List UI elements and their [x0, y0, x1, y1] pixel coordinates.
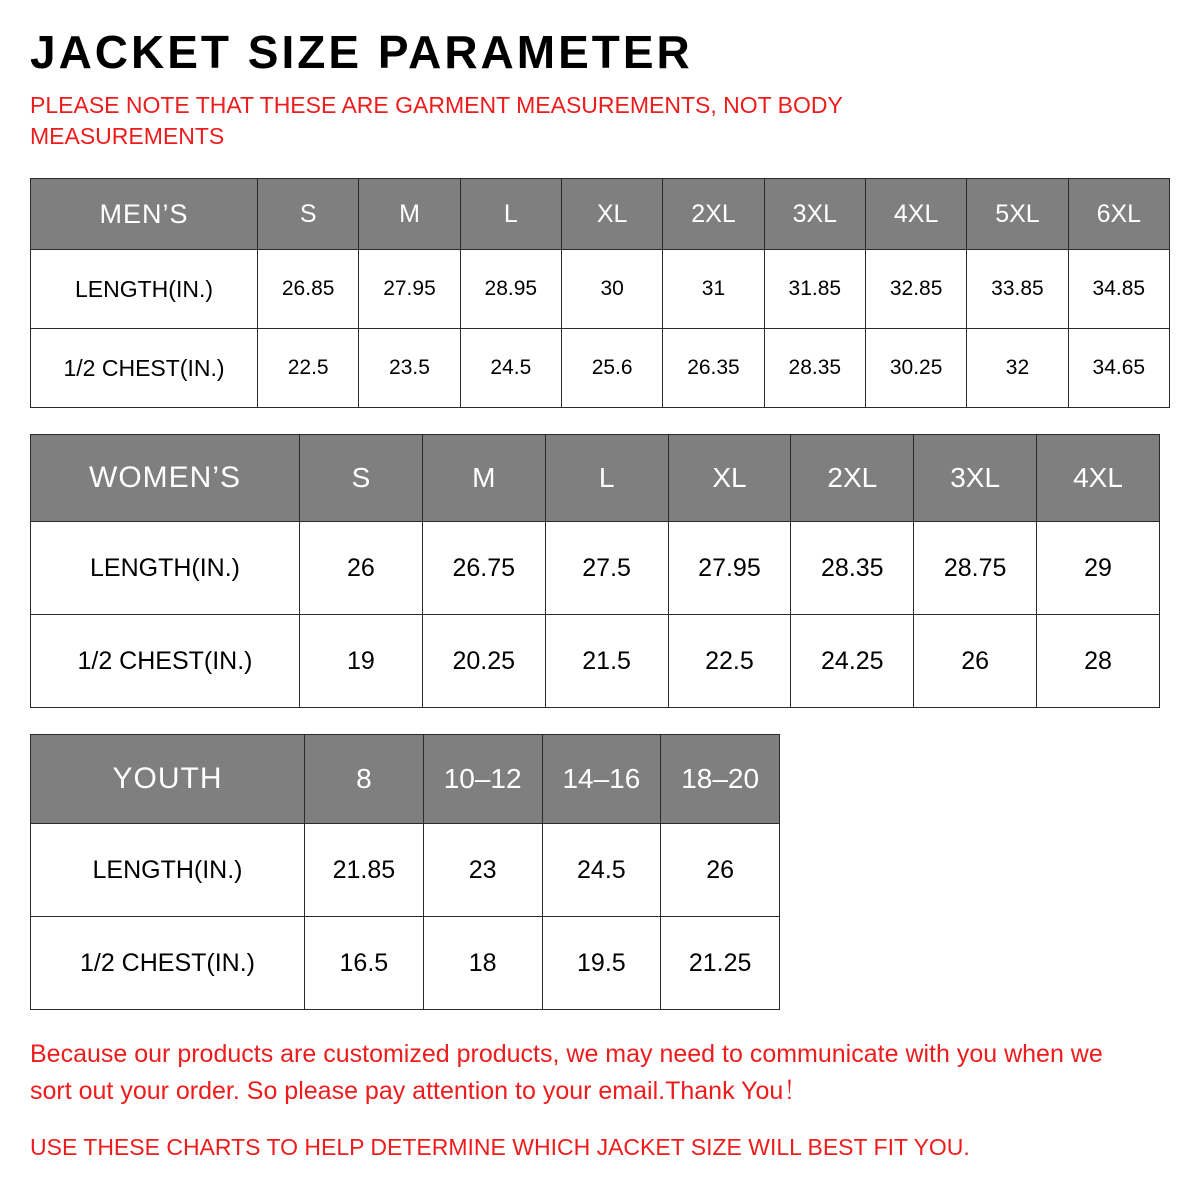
- table-cell: 28.75: [914, 522, 1037, 615]
- size-header-cell: L: [545, 435, 668, 522]
- size-header-cell: L: [460, 179, 561, 250]
- table-cell: 23: [423, 824, 542, 917]
- table-cell: 27.95: [668, 522, 791, 615]
- table-cell: 20.25: [422, 615, 545, 708]
- size-header-cell: 6XL: [1068, 179, 1169, 250]
- size-header-cell: 3XL: [914, 435, 1037, 522]
- womens-table-label: WOMEN’S: [31, 435, 300, 522]
- size-header-cell: XL: [668, 435, 791, 522]
- table-cell: 31.85: [764, 250, 865, 329]
- measurement-note: PLEASE NOTE THAT THESE ARE GARMENT MEASUREMENTS, NOT BODY MEASUREMENTS: [30, 92, 843, 150]
- table-cell: 27.5: [545, 522, 668, 615]
- table-header-row: [31, 179, 1170, 250]
- size-header-cell: XL: [561, 179, 662, 250]
- size-header-cell: 3XL: [764, 179, 865, 250]
- row-label: 1/2 CHEST(IN.): [31, 329, 258, 408]
- table-cell: 26.75: [422, 522, 545, 615]
- table-row: [31, 615, 1160, 708]
- row-label: 1/2 CHEST(IN.): [31, 917, 305, 1010]
- table-cell: 28: [1037, 615, 1160, 708]
- table-cell: 29: [1037, 522, 1160, 615]
- table-cell: 19: [300, 615, 423, 708]
- table-header-row: [31, 735, 780, 824]
- table-cell: 26: [661, 824, 780, 917]
- size-header-cell: 18–20: [661, 735, 780, 824]
- size-header-cell: 14–16: [542, 735, 661, 824]
- size-header-cell: 10–12: [423, 735, 542, 824]
- chart-usage-note: USE THESE CHARTS TO HELP DETERMINE WHICH JACKET SIZE WILL BEST FIT YOU.: [30, 1133, 970, 1160]
- womens-size-table: [30, 434, 1160, 708]
- table-cell: 24.25: [791, 615, 914, 708]
- mens-table-label: MEN’S: [31, 179, 258, 250]
- table-cell: 31: [663, 250, 764, 329]
- table-cell: 18: [423, 917, 542, 1010]
- table-cell: 22.5: [258, 329, 359, 408]
- table-row: [31, 250, 1170, 329]
- table-cell: 33.85: [967, 250, 1068, 329]
- customization-note: Because our products are customized products, we may need to communicate with you when we sort out your order. So please pay attention to your email.Thank You！: [30, 1040, 1103, 1105]
- table-cell: 21.5: [545, 615, 668, 708]
- table-cell: 32: [967, 329, 1068, 408]
- size-header-cell: S: [300, 435, 423, 522]
- table-cell: 26: [300, 522, 423, 615]
- table-cell: 30.25: [865, 329, 966, 408]
- table-cell: 22.5: [668, 615, 791, 708]
- table-cell: 28.35: [791, 522, 914, 615]
- size-header-cell: 2XL: [791, 435, 914, 522]
- table-cell: 34.85: [1068, 250, 1169, 329]
- size-header-cell: M: [359, 179, 460, 250]
- row-label: LENGTH(IN.): [31, 824, 305, 917]
- table-cell: 26: [914, 615, 1037, 708]
- table-cell: 32.85: [865, 250, 966, 329]
- table-row: [31, 522, 1160, 615]
- size-header-cell: 4XL: [1037, 435, 1160, 522]
- size-header-cell: M: [422, 435, 545, 522]
- table-header-row: [31, 435, 1160, 522]
- row-label: 1/2 CHEST(IN.): [31, 615, 300, 708]
- row-label: LENGTH(IN.): [31, 250, 258, 329]
- size-header-cell: 4XL: [865, 179, 966, 250]
- page-title: JACKET SIZE PARAMETER: [30, 26, 693, 78]
- table-cell: 26.35: [663, 329, 764, 408]
- table-row: [31, 329, 1170, 408]
- size-header-cell: S: [258, 179, 359, 250]
- table-cell: 26.85: [258, 250, 359, 329]
- table-cell: 24.5: [542, 824, 661, 917]
- table-cell: 23.5: [359, 329, 460, 408]
- table-cell: 28.95: [460, 250, 561, 329]
- youth-size-table: [30, 734, 780, 1010]
- table-cell: 27.95: [359, 250, 460, 329]
- table-cell: 24.5: [460, 329, 561, 408]
- row-label: LENGTH(IN.): [31, 522, 300, 615]
- table-cell: 21.85: [305, 824, 424, 917]
- size-header-cell: 8: [305, 735, 424, 824]
- table-cell: 34.65: [1068, 329, 1169, 408]
- table-cell: 28.35: [764, 329, 865, 408]
- mens-size-table: [30, 178, 1170, 408]
- table-cell: 19.5: [542, 917, 661, 1010]
- youth-table-label: YOUTH: [31, 735, 305, 824]
- table-row: [31, 917, 780, 1010]
- table-cell: 30: [561, 250, 662, 329]
- size-header-cell: 2XL: [663, 179, 764, 250]
- table-cell: 16.5: [305, 917, 424, 1010]
- table-cell: 25.6: [561, 329, 662, 408]
- table-cell: 21.25: [661, 917, 780, 1010]
- size-header-cell: 5XL: [967, 179, 1068, 250]
- table-row: [31, 824, 780, 917]
